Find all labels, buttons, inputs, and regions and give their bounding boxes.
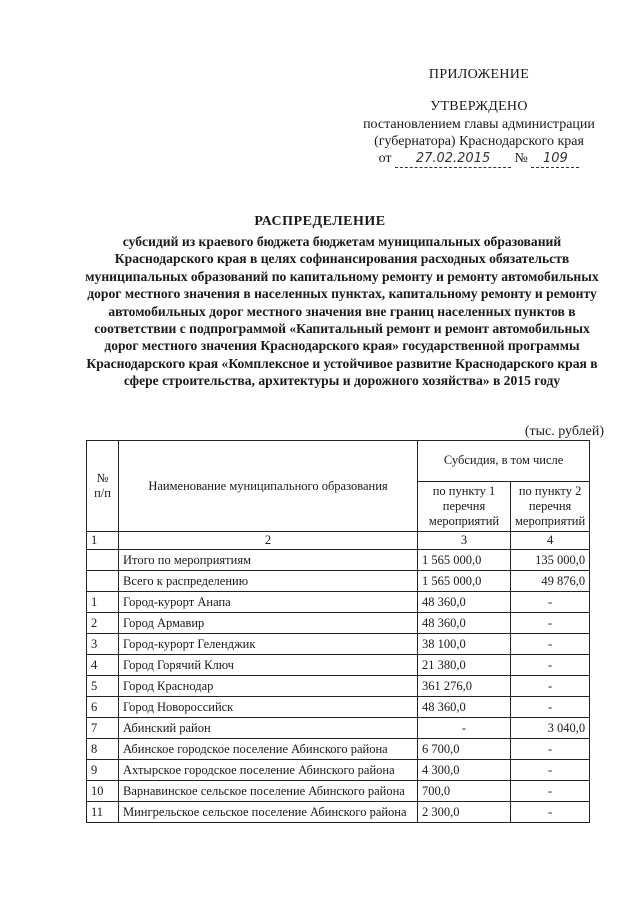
unit-label: (тыс. рублей) (524, 424, 604, 439)
row-p1: 38 100,0 (418, 634, 511, 655)
row-p1: 361 276,0 (418, 676, 511, 697)
approved-label: УТВЕРЖДЕНО (430, 99, 528, 114)
row-name: Город-курорт Анапа (119, 592, 418, 613)
table-row (87, 571, 590, 592)
table-row (87, 781, 590, 802)
row-p2: - (511, 592, 590, 613)
table-row (87, 802, 590, 823)
row-num: 10 (87, 781, 119, 802)
table-row (87, 550, 590, 571)
row-p1: - (418, 718, 511, 739)
row-name: Город Горячий Ключ (119, 655, 418, 676)
row-num: 3 (87, 634, 119, 655)
row-num (87, 571, 119, 592)
row-num: 1 (87, 592, 119, 613)
row-name: Город Краснодар (119, 676, 418, 697)
row-p1: 48 360,0 (418, 697, 511, 718)
row-p1: 4 300,0 (418, 760, 511, 781)
row-name: Абинское городское поселение Абинского района (119, 739, 418, 760)
index-cell: 4 (511, 532, 590, 550)
header-name: Наименование муниципального образования (119, 441, 418, 532)
row-p1: 2 300,0 (418, 802, 511, 823)
index-cell: 1 (87, 532, 119, 550)
handwritten-number: 109 (531, 150, 579, 168)
table-row (87, 739, 590, 760)
row-name: Город Армавир (119, 613, 418, 634)
index-cell: 2 (119, 532, 418, 550)
row-num: 7 (87, 718, 119, 739)
approval-date-line (350, 150, 608, 168)
header-p2: по пункту 2 перечня мероприятий (511, 481, 590, 531)
header-p1: по пункту 1 перечня мероприятий (418, 481, 511, 531)
row-num: 4 (87, 655, 119, 676)
row-p1: 48 360,0 (418, 613, 511, 634)
row-p2: - (511, 655, 590, 676)
row-p2: - (511, 802, 590, 823)
row-name: Абинский район (119, 718, 418, 739)
row-p2: 3 040,0 (511, 718, 590, 739)
approved-by-line: постановлением главы администрации (363, 117, 595, 132)
row-p2: - (511, 676, 590, 697)
row-name: Всего к распределению (119, 571, 418, 592)
row-p1: 1 565 000,0 (418, 571, 511, 592)
row-num: 2 (87, 613, 119, 634)
table-row (87, 655, 590, 676)
row-name: Варнавинское сельское поселение Абинского района (119, 781, 418, 802)
header-num: № п/п (87, 441, 119, 532)
row-p1: 700,0 (418, 781, 511, 802)
table-header-row (87, 441, 590, 482)
row-num (87, 550, 119, 571)
row-p1: 1 565 000,0 (418, 550, 511, 571)
header-subsidy: Субсидия, в том числе (418, 441, 590, 482)
row-num: 5 (87, 676, 119, 697)
row-p2: - (511, 781, 590, 802)
approved-gov-line: (губернатора) Краснодарского края (374, 134, 584, 149)
row-name: Город-курорт Геленджик (119, 634, 418, 655)
table-row (87, 697, 590, 718)
row-p2: 49 876,0 (511, 571, 590, 592)
appendix-label: ПРИЛОЖЕНИЕ (428, 67, 530, 82)
document-subtitle: субсидий из краевого бюджета бюджетам муниципальных образований Краснодарского края в целях софинансирования расходных обязательств муниципальных образований по капитальному ремонту и ремонту автомобильных дорог местного значения в населенных пунктах, капитальному ремонту и ремонту автомобильных дорог местного значения вне границ населенных пунктов в соответствии с подпрограммой «Капитальный ремонт и ремонт автомобильных дорог местного значения Краснодарского края» государственной программы Краснодарского края «Комплексное и устойчивое развитие Краснодарского края в сфере строительства, архитектуры и дорожного хозяйства» в 2015 году (85, 234, 599, 389)
row-p2: - (511, 613, 590, 634)
number-prefix: № (514, 151, 528, 166)
date-prefix: от (378, 151, 392, 166)
row-num: 11 (87, 802, 119, 823)
table-row (87, 718, 590, 739)
table-row (87, 613, 590, 634)
table-row (87, 634, 590, 655)
table-row (87, 676, 590, 697)
table-row (87, 592, 590, 613)
row-num: 9 (87, 760, 119, 781)
document-title: РАСПРЕДЕЛЕНИЕ (254, 214, 386, 229)
row-p2: 135 000,0 (511, 550, 590, 571)
row-p1: 6 700,0 (418, 739, 511, 760)
row-p2: - (511, 634, 590, 655)
table-row (87, 760, 590, 781)
index-cell: 3 (418, 532, 511, 550)
row-name: Город Новороссийск (119, 697, 418, 718)
row-p2: - (511, 760, 590, 781)
handwritten-date: 27.02.2015 (395, 150, 511, 168)
row-p1: 21 380,0 (418, 655, 511, 676)
row-p2: - (511, 739, 590, 760)
subsidy-table (86, 440, 590, 823)
row-name: Мингрельское сельское поселение Абинского района (119, 802, 418, 823)
table-index-row (87, 532, 590, 550)
row-num: 6 (87, 697, 119, 718)
row-num: 8 (87, 739, 119, 760)
row-p2: - (511, 697, 590, 718)
row-name: Ахтырское городское поселение Абинского района (119, 760, 418, 781)
row-name: Итого по мероприятиям (119, 550, 418, 571)
row-p1: 48 360,0 (418, 592, 511, 613)
